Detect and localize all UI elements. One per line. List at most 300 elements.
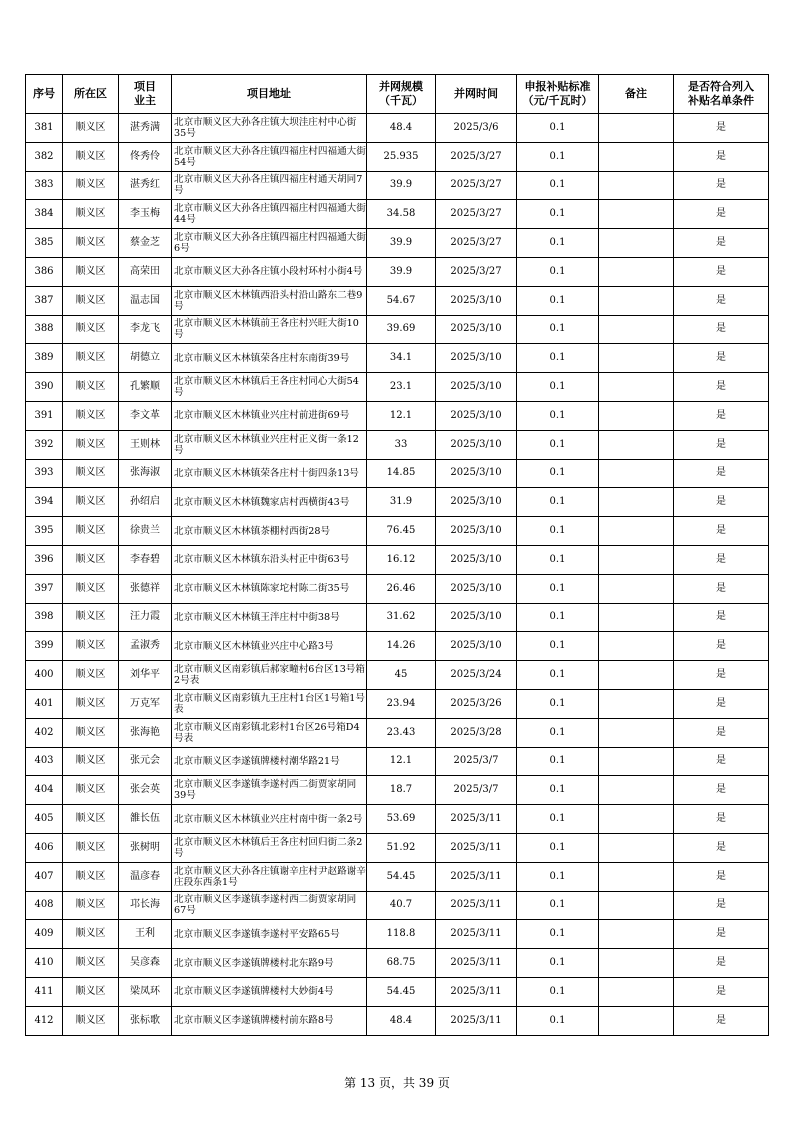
header-owner — [119, 75, 172, 114]
header-eligible-line2: 补贴名单条件 — [688, 94, 754, 107]
cell-scale: 54.45 — [367, 862, 436, 891]
cell-note — [599, 459, 674, 488]
cell-scale: 18.7 — [367, 776, 436, 805]
header-standard — [517, 75, 599, 114]
cell-standard: 0.1 — [517, 200, 599, 229]
cell-time: 2025/3/27 — [436, 200, 517, 229]
cell-owner: 温志国 — [119, 286, 172, 315]
cell-scale: 54.67 — [367, 286, 436, 315]
table-row — [26, 805, 769, 834]
cell-time: 2025/3/10 — [436, 574, 517, 603]
cell-address: 北京市顺义区木林镇后王各庄村回归街二条2号 — [172, 833, 367, 862]
table-row — [26, 286, 769, 315]
cell-owner: 高荣田 — [119, 257, 172, 286]
cell-scale: 12.1 — [367, 401, 436, 430]
cell-seq: 399 — [26, 632, 63, 661]
cell-eligible: 是 — [674, 776, 769, 805]
cell-time: 2025/3/10 — [436, 603, 517, 632]
table-row — [26, 661, 769, 690]
cell-scale: 31.9 — [367, 488, 436, 517]
cell-seq: 385 — [26, 229, 63, 258]
cell-district: 顺义区 — [63, 171, 119, 200]
header-eligible — [674, 75, 769, 114]
cell-eligible: 是 — [674, 200, 769, 229]
cell-note — [599, 315, 674, 344]
cell-time: 2025/3/11 — [436, 891, 517, 920]
cell-owner: 孟淑秀 — [119, 632, 172, 661]
cell-standard: 0.1 — [517, 373, 599, 402]
cell-seq: 391 — [26, 401, 63, 430]
header-scale — [367, 75, 436, 114]
table-row — [26, 776, 769, 805]
cell-seq: 408 — [26, 891, 63, 920]
cell-scale: 45 — [367, 661, 436, 690]
cell-eligible: 是 — [674, 862, 769, 891]
cell-owner: 张元会 — [119, 747, 172, 776]
cell-eligible: 是 — [674, 315, 769, 344]
cell-scale: 68.75 — [367, 949, 436, 978]
cell-eligible: 是 — [674, 459, 769, 488]
cell-note — [599, 373, 674, 402]
cell-scale: 14.26 — [367, 632, 436, 661]
cell-standard: 0.1 — [517, 661, 599, 690]
table-row — [26, 229, 769, 258]
cell-owner: 吴彦森 — [119, 949, 172, 978]
cell-scale: 51.92 — [367, 833, 436, 862]
cell-standard: 0.1 — [517, 632, 599, 661]
cell-district: 顺义区 — [63, 718, 119, 747]
cell-note — [599, 344, 674, 373]
cell-seq: 389 — [26, 344, 63, 373]
header-address-label: 项目地址 — [247, 87, 291, 100]
cell-note — [599, 142, 674, 171]
table-row — [26, 603, 769, 632]
cell-owner: 张海艳 — [119, 718, 172, 747]
cell-note — [599, 200, 674, 229]
table-row — [26, 574, 769, 603]
cell-district: 顺义区 — [63, 977, 119, 1006]
cell-district: 顺义区 — [63, 229, 119, 258]
cell-address: 北京市顺义区李遂镇牌楼村潮华路21号 — [172, 747, 367, 776]
cell-seq: 392 — [26, 430, 63, 459]
header-note — [599, 75, 674, 114]
cell-scale: 39.9 — [367, 229, 436, 258]
cell-eligible: 是 — [674, 603, 769, 632]
cell-seq: 390 — [26, 373, 63, 402]
cell-owner: 温彦春 — [119, 862, 172, 891]
cell-district: 顺义区 — [63, 401, 119, 430]
cell-address: 北京市顺义区南彩镇九王庄村1台区1号箱1号表 — [172, 689, 367, 718]
cell-eligible: 是 — [674, 545, 769, 574]
cell-address: 北京市顺义区李遂镇李遂村西二街贾家胡同67号 — [172, 891, 367, 920]
cell-standard: 0.1 — [517, 171, 599, 200]
cell-seq: 382 — [26, 142, 63, 171]
cell-standard: 0.1 — [517, 805, 599, 834]
cell-address: 北京市顺义区木林镇东沿头村正中街63号 — [172, 545, 367, 574]
cell-standard: 0.1 — [517, 517, 599, 546]
cell-address: 北京市顺义区大孙各庄镇大坝洼庄村中心街35号 — [172, 114, 367, 143]
cell-note — [599, 776, 674, 805]
cell-seq: 407 — [26, 862, 63, 891]
cell-eligible: 是 — [674, 833, 769, 862]
cell-district: 顺义区 — [63, 603, 119, 632]
cell-seq: 400 — [26, 661, 63, 690]
table-row — [26, 1006, 769, 1035]
cell-district: 顺义区 — [63, 344, 119, 373]
table-row — [26, 718, 769, 747]
cell-standard: 0.1 — [517, 257, 599, 286]
table-row — [26, 114, 769, 143]
cell-address: 北京市顺义区李遂镇牌楼村北东路9号 — [172, 949, 367, 978]
header-row — [26, 75, 769, 114]
cell-owner: 李玉梅 — [119, 200, 172, 229]
cell-scale: 23.94 — [367, 689, 436, 718]
cell-eligible: 是 — [674, 1006, 769, 1035]
cell-standard: 0.1 — [517, 747, 599, 776]
cell-seq: 405 — [26, 805, 63, 834]
cell-scale: 40.7 — [367, 891, 436, 920]
table-row — [26, 142, 769, 171]
cell-owner: 张德祥 — [119, 574, 172, 603]
cell-district: 顺义区 — [63, 574, 119, 603]
cell-owner: 湛秀红 — [119, 171, 172, 200]
cell-seq: 388 — [26, 315, 63, 344]
cell-note — [599, 603, 674, 632]
header-seq — [26, 75, 63, 114]
cell-eligible: 是 — [674, 747, 769, 776]
cell-note — [599, 661, 674, 690]
cell-address: 北京市顺义区大孙各庄镇四福庄村四福通大街44号 — [172, 200, 367, 229]
cell-time: 2025/3/10 — [436, 632, 517, 661]
cell-owner: 李文革 — [119, 401, 172, 430]
table-row — [26, 891, 769, 920]
cell-address: 北京市顺义区木林镇业兴庄村正义街一条12号 — [172, 430, 367, 459]
cell-standard: 0.1 — [517, 776, 599, 805]
cell-standard: 0.1 — [517, 949, 599, 978]
cell-eligible: 是 — [674, 171, 769, 200]
cell-seq: 404 — [26, 776, 63, 805]
cell-eligible: 是 — [674, 114, 769, 143]
cell-note — [599, 488, 674, 517]
cell-owner: 万克军 — [119, 689, 172, 718]
cell-time: 2025/3/10 — [436, 488, 517, 517]
cell-eligible: 是 — [674, 229, 769, 258]
cell-time: 2025/3/26 — [436, 689, 517, 718]
cell-note — [599, 689, 674, 718]
cell-standard: 0.1 — [517, 920, 599, 949]
cell-note — [599, 401, 674, 430]
cell-seq: 406 — [26, 833, 63, 862]
cell-scale: 31.62 — [367, 603, 436, 632]
cell-owner: 王利 — [119, 920, 172, 949]
header-time-label: 并网时间 — [454, 87, 498, 100]
table-body — [26, 114, 769, 1036]
cell-owner: 张会英 — [119, 776, 172, 805]
cell-seq: 387 — [26, 286, 63, 315]
cell-scale: 39.9 — [367, 257, 436, 286]
cell-note — [599, 833, 674, 862]
cell-district: 顺义区 — [63, 459, 119, 488]
cell-eligible: 是 — [674, 373, 769, 402]
cell-eligible: 是 — [674, 344, 769, 373]
page-number: 第 13 页，共 39 页 — [344, 1076, 450, 1090]
cell-address: 北京市顺义区木林镇陈家坨村陈二街35号 — [172, 574, 367, 603]
cell-scale: 34.1 — [367, 344, 436, 373]
cell-owner: 张树明 — [119, 833, 172, 862]
cell-note — [599, 632, 674, 661]
cell-time: 2025/3/10 — [436, 286, 517, 315]
cell-eligible: 是 — [674, 805, 769, 834]
cell-time: 2025/3/27 — [436, 171, 517, 200]
cell-district: 顺义区 — [63, 430, 119, 459]
table-row — [26, 315, 769, 344]
cell-owner: 王则林 — [119, 430, 172, 459]
cell-owner: 佟秀伶 — [119, 142, 172, 171]
cell-scale: 25.935 — [367, 142, 436, 171]
cell-note — [599, 171, 674, 200]
cell-note — [599, 1006, 674, 1035]
cell-eligible: 是 — [674, 401, 769, 430]
cell-address: 北京市顺义区大孙各庄镇小段村环村小街4号 — [172, 257, 367, 286]
cell-time: 2025/3/11 — [436, 1006, 517, 1035]
table-row — [26, 373, 769, 402]
cell-address: 北京市顺义区大孙各庄镇四福庄村四福通大街54号 — [172, 142, 367, 171]
cell-note — [599, 229, 674, 258]
cell-seq: 411 — [26, 977, 63, 1006]
table-row — [26, 430, 769, 459]
cell-scale: 12.1 — [367, 747, 436, 776]
cell-seq: 397 — [26, 574, 63, 603]
cell-time: 2025/3/10 — [436, 545, 517, 574]
cell-owner: 蔡金芝 — [119, 229, 172, 258]
cell-address: 北京市顺义区木林镇后王各庄村同心大街54号 — [172, 373, 367, 402]
cell-note — [599, 545, 674, 574]
header-seq-label: 序号 — [33, 87, 55, 100]
cell-note — [599, 891, 674, 920]
cell-note — [599, 517, 674, 546]
cell-time: 2025/3/27 — [436, 142, 517, 171]
cell-owner: 梁凤环 — [119, 977, 172, 1006]
cell-eligible: 是 — [674, 488, 769, 517]
cell-eligible: 是 — [674, 286, 769, 315]
cell-time: 2025/3/6 — [436, 114, 517, 143]
cell-owner: 孙绍启 — [119, 488, 172, 517]
cell-owner: 胡德立 — [119, 344, 172, 373]
table-row — [26, 545, 769, 574]
header-district — [63, 75, 119, 114]
cell-address: 北京市顺义区木林镇业兴庄中心路3号 — [172, 632, 367, 661]
cell-time: 2025/3/24 — [436, 661, 517, 690]
cell-note — [599, 257, 674, 286]
cell-scale: 118.8 — [367, 920, 436, 949]
cell-standard: 0.1 — [517, 545, 599, 574]
table-row — [26, 488, 769, 517]
cell-note — [599, 977, 674, 1006]
header-owner-line2: 业主 — [134, 94, 156, 107]
cell-seq: 402 — [26, 718, 63, 747]
cell-eligible: 是 — [674, 689, 769, 718]
cell-district: 顺义区 — [63, 142, 119, 171]
cell-address: 北京市顺义区木林镇业兴庄村南中街一条2号 — [172, 805, 367, 834]
cell-scale: 48.4 — [367, 1006, 436, 1035]
cell-time: 2025/3/7 — [436, 776, 517, 805]
cell-time: 2025/3/10 — [436, 459, 517, 488]
cell-district: 顺义区 — [63, 632, 119, 661]
header-scale-line2: （千瓦） — [379, 94, 423, 107]
cell-district: 顺义区 — [63, 286, 119, 315]
cell-time: 2025/3/11 — [436, 977, 517, 1006]
cell-time: 2025/3/11 — [436, 920, 517, 949]
cell-seq: 394 — [26, 488, 63, 517]
subsidy-table — [25, 74, 769, 1036]
cell-seq: 383 — [26, 171, 63, 200]
cell-scale: 34.58 — [367, 200, 436, 229]
table-row — [26, 632, 769, 661]
cell-seq: 403 — [26, 747, 63, 776]
cell-seq: 395 — [26, 517, 63, 546]
cell-address: 北京市顺义区大孙各庄镇四福庄村四福通大街6号 — [172, 229, 367, 258]
cell-seq: 401 — [26, 689, 63, 718]
header-standard-line2: （元/千瓦时） — [522, 94, 593, 107]
cell-time: 2025/3/10 — [436, 517, 517, 546]
cell-standard: 0.1 — [517, 833, 599, 862]
cell-district: 顺义区 — [63, 747, 119, 776]
cell-address: 北京市顺义区南彩镇北彩村1台区26号箱D4号表 — [172, 718, 367, 747]
cell-standard: 0.1 — [517, 315, 599, 344]
cell-time: 2025/3/10 — [436, 315, 517, 344]
cell-address: 北京市顺义区木林镇业兴庄村前进街69号 — [172, 401, 367, 430]
cell-owner: 刘华平 — [119, 661, 172, 690]
cell-address: 北京市顺义区木林镇荣各庄村东南街39号 — [172, 344, 367, 373]
cell-standard: 0.1 — [517, 344, 599, 373]
cell-scale: 39.9 — [367, 171, 436, 200]
header-owner-line1: 项目 — [134, 80, 156, 93]
cell-scale: 39.69 — [367, 315, 436, 344]
cell-eligible: 是 — [674, 574, 769, 603]
cell-address: 北京市顺义区木林镇前王各庄村兴旺大街10号 — [172, 315, 367, 344]
cell-time: 2025/3/11 — [436, 805, 517, 834]
header-district-label: 所在区 — [74, 87, 107, 100]
cell-address: 北京市顺义区木林镇王泮庄村中街38号 — [172, 603, 367, 632]
header-scale-line1: 并网规模 — [379, 80, 423, 93]
table-row — [26, 257, 769, 286]
cell-district: 顺义区 — [63, 488, 119, 517]
cell-standard: 0.1 — [517, 862, 599, 891]
table-row — [26, 689, 769, 718]
cell-note — [599, 949, 674, 978]
cell-address: 北京市顺义区李遂镇李遂村西二街贾家胡同39号 — [172, 776, 367, 805]
cell-address: 北京市顺义区木林镇西沿头村沿山路东二巷9号 — [172, 286, 367, 315]
cell-district: 顺义区 — [63, 949, 119, 978]
cell-district: 顺义区 — [63, 661, 119, 690]
cell-standard: 0.1 — [517, 718, 599, 747]
table-row — [26, 833, 769, 862]
cell-district: 顺义区 — [63, 517, 119, 546]
cell-note — [599, 574, 674, 603]
cell-note — [599, 920, 674, 949]
cell-scale: 16.12 — [367, 545, 436, 574]
cell-seq: 386 — [26, 257, 63, 286]
cell-district: 顺义区 — [63, 689, 119, 718]
cell-district: 顺义区 — [63, 1006, 119, 1035]
table-row — [26, 517, 769, 546]
cell-standard: 0.1 — [517, 114, 599, 143]
cell-eligible: 是 — [674, 661, 769, 690]
cell-scale: 23.43 — [367, 718, 436, 747]
header-time — [436, 75, 517, 114]
table-row — [26, 459, 769, 488]
cell-district: 顺义区 — [63, 833, 119, 862]
cell-owner: 雒长伍 — [119, 805, 172, 834]
cell-eligible: 是 — [674, 891, 769, 920]
cell-address: 北京市顺义区木林镇荣各庄村十街四条13号 — [172, 459, 367, 488]
cell-scale: 53.69 — [367, 805, 436, 834]
table-row — [26, 862, 769, 891]
cell-time: 2025/3/28 — [436, 718, 517, 747]
cell-seq: 381 — [26, 114, 63, 143]
cell-district: 顺义区 — [63, 891, 119, 920]
cell-scale: 23.1 — [367, 373, 436, 402]
cell-standard: 0.1 — [517, 401, 599, 430]
cell-address: 北京市顺义区李遂镇牌楼村大妙街4号 — [172, 977, 367, 1006]
cell-seq: 393 — [26, 459, 63, 488]
table-row — [26, 747, 769, 776]
cell-district: 顺义区 — [63, 776, 119, 805]
cell-eligible: 是 — [674, 257, 769, 286]
cell-standard: 0.1 — [517, 459, 599, 488]
cell-note — [599, 805, 674, 834]
cell-eligible: 是 — [674, 632, 769, 661]
cell-standard: 0.1 — [517, 488, 599, 517]
cell-address: 北京市顺义区大孙各庄镇四福庄村通天胡同7号 — [172, 171, 367, 200]
cell-note — [599, 286, 674, 315]
cell-time: 2025/3/10 — [436, 373, 517, 402]
cell-district: 顺义区 — [63, 114, 119, 143]
table-row — [26, 401, 769, 430]
cell-standard: 0.1 — [517, 689, 599, 718]
cell-standard: 0.1 — [517, 430, 599, 459]
cell-standard: 0.1 — [517, 1006, 599, 1035]
cell-standard: 0.1 — [517, 574, 599, 603]
cell-time: 2025/3/27 — [436, 257, 517, 286]
cell-time: 2025/3/7 — [436, 747, 517, 776]
cell-scale: 14.85 — [367, 459, 436, 488]
cell-eligible: 是 — [674, 517, 769, 546]
cell-eligible: 是 — [674, 142, 769, 171]
cell-scale: 33 — [367, 430, 436, 459]
cell-owner: 徐贵兰 — [119, 517, 172, 546]
header-address — [172, 75, 367, 114]
cell-time: 2025/3/10 — [436, 344, 517, 373]
header-eligible-line1: 是否符合列入 — [688, 80, 754, 93]
cell-time: 2025/3/11 — [436, 949, 517, 978]
cell-seq: 409 — [26, 920, 63, 949]
cell-seq: 384 — [26, 200, 63, 229]
cell-note — [599, 430, 674, 459]
cell-time: 2025/3/10 — [436, 401, 517, 430]
cell-district: 顺义区 — [63, 315, 119, 344]
cell-district: 顺义区 — [63, 373, 119, 402]
cell-note — [599, 718, 674, 747]
cell-note — [599, 747, 674, 776]
cell-time: 2025/3/10 — [436, 430, 517, 459]
cell-owner: 李龙飞 — [119, 315, 172, 344]
header-note-label: 备注 — [625, 87, 647, 100]
cell-district: 顺义区 — [63, 545, 119, 574]
cell-district: 顺义区 — [63, 920, 119, 949]
cell-address: 北京市顺义区李遂镇牌楼村前东路8号 — [172, 1006, 367, 1035]
cell-seq: 412 — [26, 1006, 63, 1035]
